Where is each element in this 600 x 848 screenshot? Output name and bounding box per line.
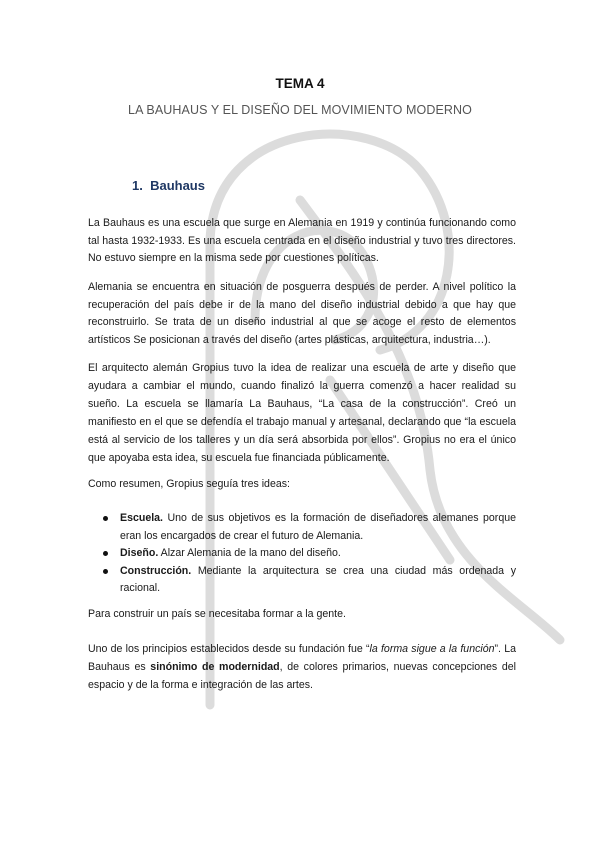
bullet-term: Diseño. bbox=[120, 547, 159, 560]
bullet-text: Alzar Alemania de la mano del diseño. bbox=[158, 547, 341, 560]
ideas-list bbox=[88, 510, 516, 598]
paragraph-principles bbox=[88, 640, 516, 694]
paragraph-gropius: El arquitecto alemán Gropius tuvo la idea de realizar una escuela de arte y diseño que ayudara a cambiar el mundo, cuando finalizó la guerra comenzó a hacer realidad su sueño. La escuela se llamaría La Bauhaus, “La casa de la construcción”. Creó un manifiesto en el que se defendía el trabajo manual y artesanal, declarando que “la escuela está al servicio de los talleres y un día será absorbida por ellos”. Gropius no era el único que apoyaba esta idea, su escuela fue financiada públicamente. bbox=[88, 362, 516, 464]
document-subtitle: LA BAUHAUS Y EL DISEÑO DEL MOVIMIENTO MODERNO bbox=[128, 103, 472, 117]
bullet-text: Mediante la arquitectura se crea una ciudad más ordenada y racional. bbox=[120, 564, 516, 595]
bullet-icon bbox=[103, 569, 108, 574]
paragraph-summary: Como resumen, Gropius seguía tres ideas: bbox=[88, 478, 290, 490]
bullet-term: Escuela. bbox=[120, 512, 163, 524]
bullet-term: Construcción. bbox=[120, 564, 192, 577]
paragraph-training: Para construir un país se necesitaba formar a la gente. bbox=[88, 608, 346, 620]
closing-bold: sinónimo de modernidad bbox=[150, 661, 280, 673]
document-title: TEMA 4 bbox=[275, 76, 325, 91]
closing-text-2: ”. La Bauhaus es bbox=[88, 643, 516, 673]
closing-quote: la forma sigue a la función bbox=[369, 643, 495, 655]
closing-text-1: Uno de los principios establecidos desde su fundación fue “ bbox=[88, 643, 370, 655]
closing-text-3: , de colores primarios, nuevas concepciones del espacio y de la forma e integración de las artes. bbox=[88, 661, 516, 691]
bullet-icon bbox=[103, 551, 108, 556]
bullet-text: Uno de sus objetivos es la formación de diseñadores alemanes porque eran los encargados de crear el futuro de Alemania. bbox=[120, 512, 516, 542]
section-title: Bauhaus bbox=[150, 178, 205, 193]
section-number: 1. bbox=[132, 178, 143, 193]
list-item bbox=[88, 510, 516, 545]
section-heading bbox=[132, 178, 205, 193]
bullet-icon bbox=[103, 516, 108, 521]
list-item bbox=[88, 563, 516, 598]
paragraph-postwar: Alemania se encuentra en situación de posguerra después de perder. A nivel político la recuperación del país debe ir de la mano del diseño industrial debido a que hay que reconstruirlo. Se trata de un diseño industrial al que se acoge el resto de elementos artísticos Se posicionan a través del diseño (artes plásticas, arquitectura, industria…). bbox=[88, 281, 516, 346]
paragraph-intro: La Bauhaus es una escuela que surge en Alemania en 1919 y continúa funcionando como tal hasta 1932-1933. Es una escuela centrada en el diseño industrial y tuvo tres directores. No estuvo siempre en la misma sede por cuestiones políticas. bbox=[88, 217, 516, 265]
list-item bbox=[88, 545, 516, 563]
